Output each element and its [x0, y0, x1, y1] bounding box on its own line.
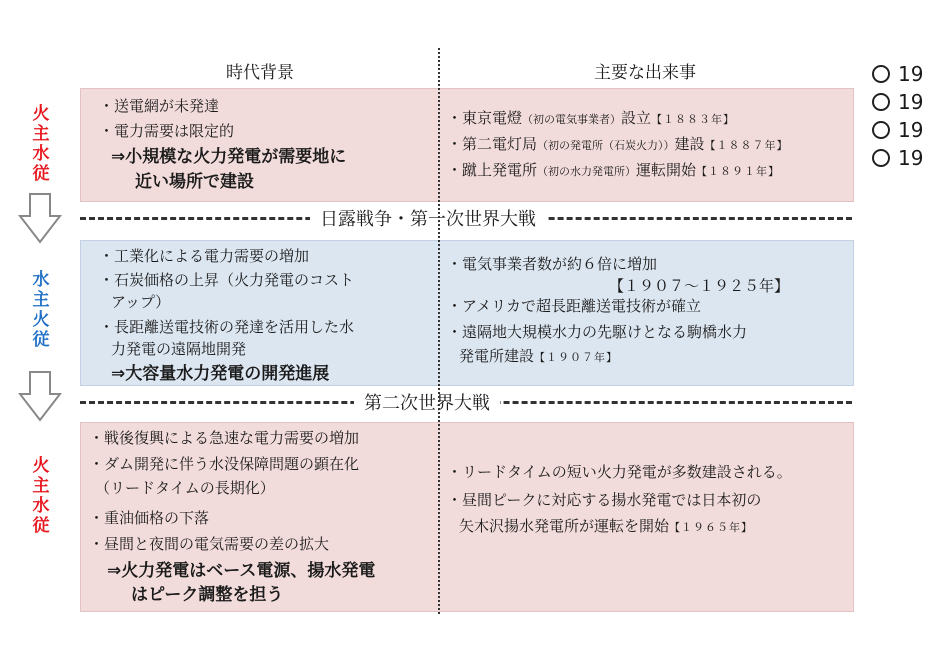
event-item: ・東京電燈（初の電気事業者）設立【１８８３年】	[447, 109, 736, 127]
down-arrow-icon	[18, 370, 62, 422]
background-conclusion: はピーク調整を担う	[131, 585, 284, 605]
historical-event-divider: 日露戦争・第一次世界大戦	[310, 203, 546, 233]
background-item: ・重油価格の下落	[89, 509, 210, 527]
period-3-events	[441, 423, 851, 611]
background-conclusion: ⇒小規模な火力発電が需要地に	[111, 147, 347, 167]
period-1-background	[81, 89, 437, 201]
down-arrow-icon	[18, 192, 62, 244]
event-year: 【１９０７～１９２５年】	[609, 277, 790, 295]
background-item: ・電力需要は限定的	[99, 122, 235, 140]
background-conclusion: ⇒火力発電はベース電源、揚水発電	[107, 561, 376, 581]
background-item: ・戦後復興による急速な電力需要の増加	[89, 429, 360, 447]
period-3-background	[81, 423, 437, 611]
background-item: ・石炭価格の上昇（火力発電のコスト	[99, 271, 355, 289]
background-conclusion: 近い場所で建設	[135, 172, 254, 192]
background-item: ・送電網が未発達	[99, 97, 220, 115]
event-item: ・蹴上発電所（初の水力発電所）運転開始【１８９１年】	[447, 161, 781, 179]
radio-option[interactable]: 19	[872, 60, 923, 88]
background-item: ・工業化による電力需要の増加	[99, 247, 310, 265]
event-item: 矢木沢揚水発電所が運転を開始【１９６５年】	[459, 517, 754, 535]
header-events: 主要な出来事	[594, 63, 696, 83]
event-item: ・アメリカで超長距離送電技術が確立	[447, 297, 701, 315]
period-2-events	[441, 241, 851, 385]
event-item: ・昼間ピークに対応する揚水発電では日本初の	[447, 491, 762, 509]
period-label-2: 水 主 火 従	[32, 270, 50, 350]
background-conclusion: ⇒大容量水力発電の開発進展	[111, 364, 330, 384]
header-background: 時代背景	[226, 63, 294, 83]
period-1-panel	[80, 88, 854, 202]
radio-circle-icon[interactable]	[872, 121, 890, 139]
period-1-events	[441, 89, 851, 201]
radio-option[interactable]: 19	[872, 116, 923, 144]
period-label-3: 火 主 水 従	[32, 456, 50, 536]
event-item: ・遠隔地大規模水力の先駆けとなる駒橋水力	[447, 323, 748, 341]
event-item: ・リードタイムの短い火力発電が多数建設される。	[447, 463, 792, 481]
background-item: （リードタイムの長期化）	[95, 479, 275, 497]
period-2-background	[81, 241, 437, 385]
option-list	[872, 60, 923, 172]
background-item: ・昼間と夜間の電気需要の差の拡大	[89, 535, 330, 553]
event-item: ・電気事業者数が約６倍に増加	[447, 255, 658, 273]
background-item: ・ダム開発に伴う水没保障問題の顕在化	[89, 455, 360, 473]
historical-event-divider: 第二次世界大戦	[354, 387, 500, 417]
period-2-panel	[80, 240, 854, 386]
radio-circle-icon[interactable]	[872, 149, 890, 167]
period-label-1: 火 主 水 従	[32, 104, 50, 184]
radio-circle-icon[interactable]	[872, 65, 890, 83]
column-separator	[438, 48, 440, 614]
radio-option[interactable]: 19	[872, 88, 923, 116]
event-item: ・第二電灯局（初の発電所（石炭火力））建設【１８８７年】	[447, 135, 789, 153]
background-item: ・長距離送電技術の発達を活用した水	[99, 318, 355, 336]
radio-circle-icon[interactable]	[872, 93, 890, 111]
background-item: アップ）	[111, 293, 171, 311]
event-item: 発電所建設【１９０７年】	[459, 347, 619, 365]
period-3-panel	[80, 422, 854, 612]
background-item: 力発電の遠隔地開発	[111, 340, 247, 358]
radio-option[interactable]: 19	[872, 144, 923, 172]
